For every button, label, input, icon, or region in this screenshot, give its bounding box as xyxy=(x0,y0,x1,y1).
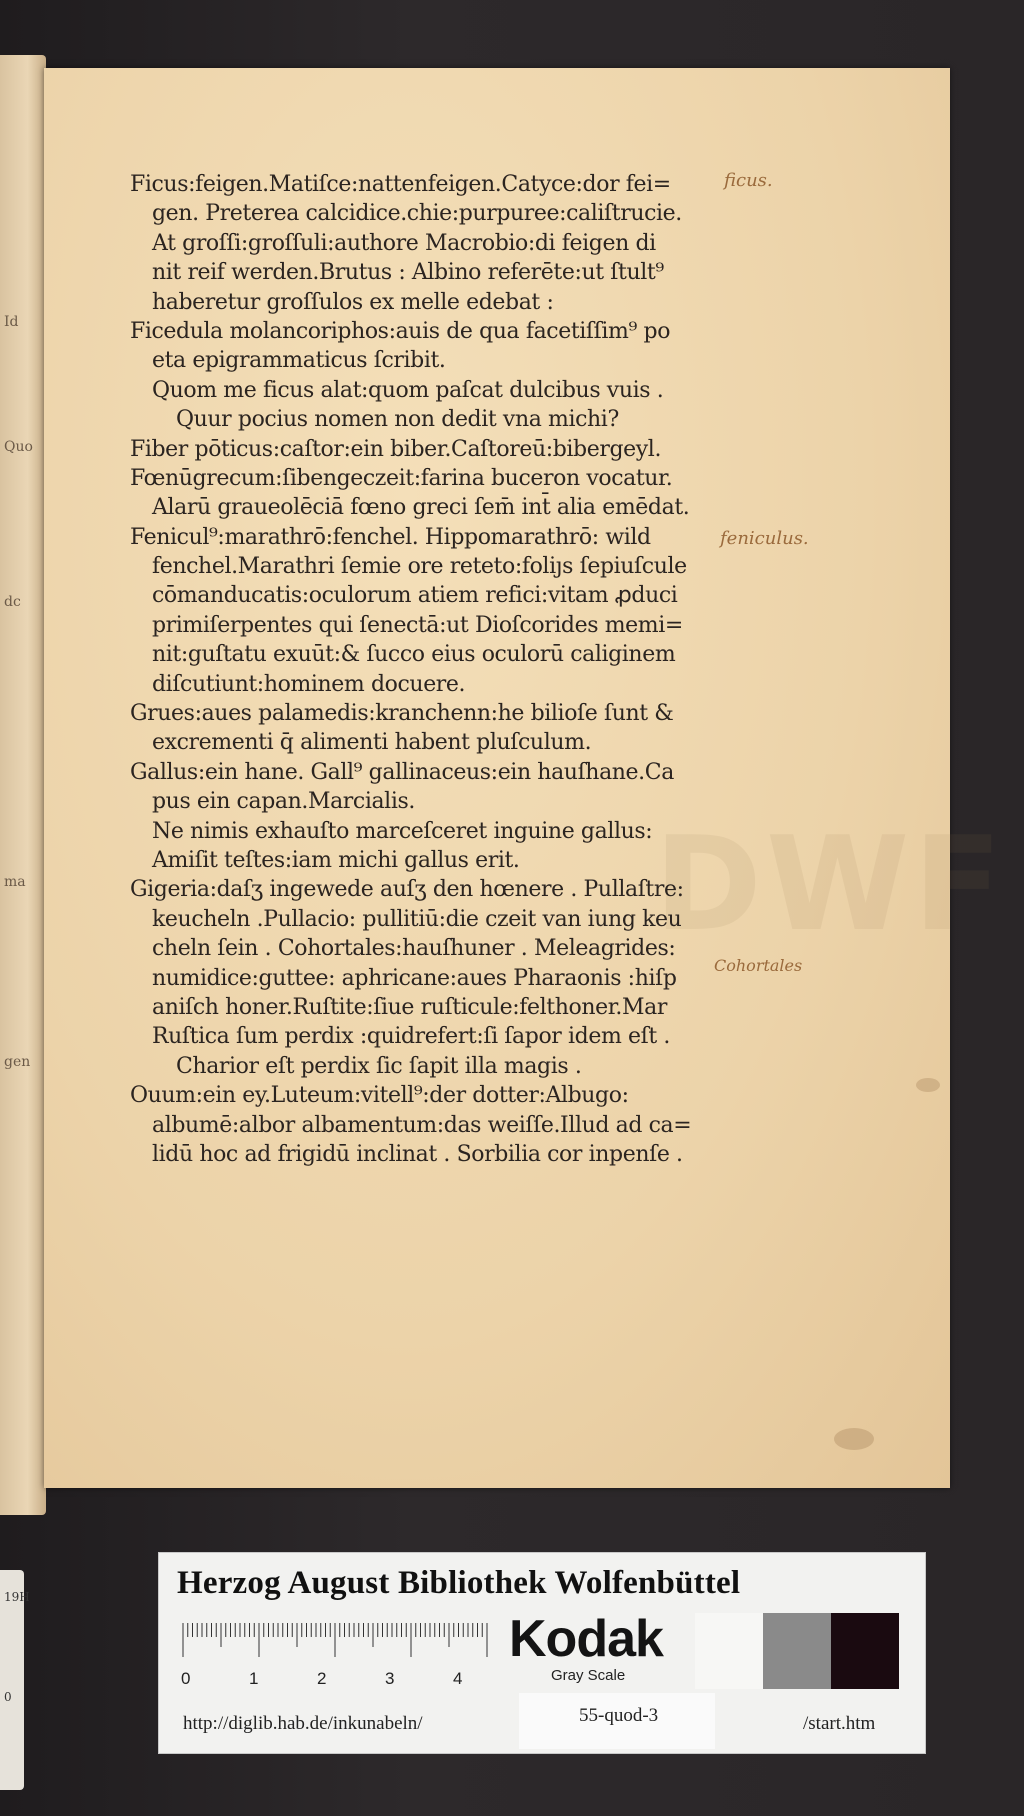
text-line: Ficus:feigen.Matiſce:nattenfeigen.Catyce:dor fei= xyxy=(130,172,671,197)
text-line: At groſſi:groſſuli:authore Macrobio:di feigen di xyxy=(152,230,656,256)
gray-swatch-white xyxy=(695,1613,763,1689)
text-line: Gigeria:daſʒ ingewede auſʒ den hœnere . Pullaſtre: xyxy=(130,877,684,903)
margin-note-feniculus: feniculus. xyxy=(720,528,809,549)
prev-page-fragment: Quo xyxy=(4,439,33,455)
ruler-label: 0 xyxy=(181,1669,191,1688)
text-line: excrementi q̄ alimenti habent pluſculum. xyxy=(152,730,592,756)
text-line: Fiber pōticus:caſtor:ein biber.Caſtoreū:bibergeyl. xyxy=(130,436,662,462)
kodak-logo: Kodak xyxy=(509,1610,663,1668)
page-stain xyxy=(834,1428,874,1450)
watermark: DWF xyxy=(654,808,1007,960)
color-target-card xyxy=(158,1552,926,1754)
prev-page-fragment: ma xyxy=(4,874,26,890)
text-line: Quom me ficus alat:quom paſcat dulcibus vuis . xyxy=(152,377,664,403)
text-line: cōmanducatis:oculorum atiem refici:vitam ꝓduci xyxy=(152,583,678,609)
url-left: http://diglib.hab.de/inkunabeln/ xyxy=(183,1713,423,1734)
text-line: fenchel.Marathri ſemie ore reteto:foliȷs ſepiuſcule xyxy=(152,554,687,580)
url-id: 55-quod-3 xyxy=(579,1705,659,1726)
text-line: aniſch honer.Ruſtite:ſiue ruſticule:felthoner.Mar xyxy=(152,994,667,1020)
gray-scale-label: Gray Scale xyxy=(551,1667,626,1684)
text-line: Amiſit teſtes:iam michi gallus erit. xyxy=(152,847,520,873)
margin-note-cohortales: Cohortales xyxy=(714,956,803,975)
text-line: haberetur groſſulos ex melle edebat : xyxy=(152,289,554,315)
text-line: nit:guſtatu exuūt:& ſucco eius oculorū caliginem xyxy=(152,642,676,668)
text-line: Ne nimis exhauſto marceſceret inguine gallus: xyxy=(152,818,653,844)
text-line: primiſerpentes qui ſenectā:ut Dioſcorides memi= xyxy=(152,612,683,638)
text-line: albumē:albor albamentum:das weiſſe.Illud ad ca= xyxy=(152,1112,692,1138)
manuscript-page xyxy=(44,68,1007,1488)
ruler-label: 4 xyxy=(453,1669,463,1688)
text-line: eta epigrammaticus ſcribit. xyxy=(152,348,446,374)
text-line: Alarū graueolēciā fœno greci ſem̄ int̄ alia emēdat. xyxy=(152,495,690,521)
text-line: diſcutiunt:hominem docuere. xyxy=(152,671,466,697)
text-line: keucheln .Pullacio: pullitiū:die czeit van iung keu xyxy=(152,906,682,932)
text-line: pus ein capan.Marcialis. xyxy=(152,789,415,815)
ruler-label: 3 xyxy=(385,1669,395,1688)
text-line: Charior eſt perdix ſic ſapit illa magis . xyxy=(176,1053,582,1079)
text-line: Gallus:ein hane. Gall⁹ gallinaceus:ein hauſhane.Ca xyxy=(130,759,674,785)
library-title: Herzog August Bibliothek Wolfenbüttel xyxy=(177,1565,741,1601)
text-line: gen. Preterea calcidice.chie:purpuree:caliſtrucie. xyxy=(152,201,682,227)
text-line: Ruſtica ſum perdix :quidrefert:ſi ſapor idem eſt . xyxy=(152,1024,670,1050)
text-line: Fenicul⁹:marathrō:fenchel. Hippomarathrō: wild xyxy=(130,524,651,550)
text-line: Ouum:ein ey.Luteum:vitell⁹:der dotter:Albugo: xyxy=(130,1083,629,1109)
printed-text-block xyxy=(130,170,740,1169)
margin-note-ficus: ficus. xyxy=(724,170,773,191)
tab-fragment: 0 xyxy=(4,1690,12,1704)
page-stain xyxy=(916,1078,940,1092)
prev-page-fragment: gen xyxy=(4,1054,31,1070)
text-line: numidice:guttee: aphricane:aues Pharaonis :hiſp xyxy=(152,965,677,991)
text-line: Fœnūgrecum:ſibengeczeit:farina buceron vocatur. xyxy=(130,465,673,491)
gray-swatch-mid xyxy=(763,1613,831,1689)
library-tab xyxy=(0,1570,30,1790)
ruler-label: 1 xyxy=(249,1669,259,1688)
text-line: nit reif werden.Brutus : Albino referēte:ut ſtult⁹ xyxy=(152,260,664,286)
prev-page-fragment: Id xyxy=(4,314,19,330)
text-line: cheln ſein . Cohortales:hauſhuner . Meleagrides: xyxy=(152,936,676,962)
url-right: /start.htm xyxy=(803,1713,876,1734)
gray-swatch-black xyxy=(831,1613,899,1689)
text-line: Grues:aues palamedis:kranchenn:he bilioſe ſunt & xyxy=(130,701,674,727)
tab-fragment: 19H xyxy=(4,1590,30,1604)
prev-page-fragment: dc xyxy=(4,594,21,610)
text-line: Ficedula molancoriphos:auis de qua facetiſſim⁹ po xyxy=(130,318,671,344)
previous-page-edge xyxy=(0,55,46,1515)
ruler-label: 2 xyxy=(317,1669,327,1688)
text-line: Quur pocius nomen non dedit vna michi? xyxy=(176,407,619,433)
text-line: lidū hoc ad frigidū inclinat . Sorbilia cor inpenſe . xyxy=(152,1141,683,1167)
